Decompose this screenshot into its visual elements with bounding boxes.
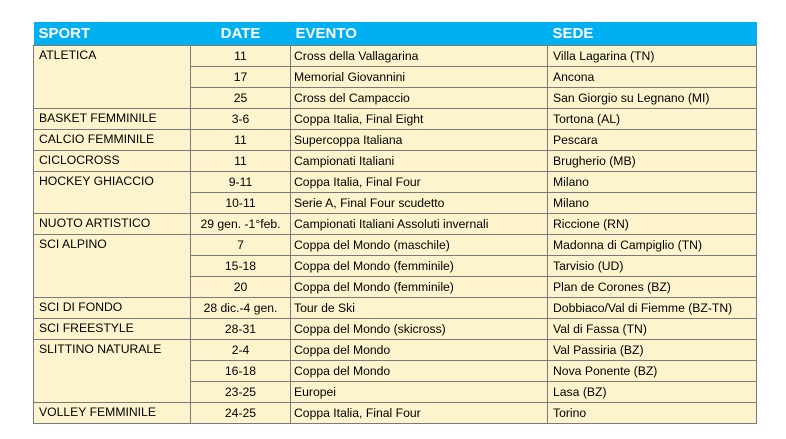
date-cell: 10-11: [191, 193, 291, 214]
date-cell: 2-4: [191, 340, 291, 361]
sede-cell: San Giorgio su Legnano (MI): [548, 88, 757, 109]
table-body: [34, 46, 757, 424]
date-cell: 7: [191, 235, 291, 256]
table-row: [34, 46, 757, 67]
sport-cell: CICLOCROSS: [34, 151, 191, 172]
evento-cell: Campionati Italiani: [291, 151, 548, 172]
date-cell: 28 dic.-4 gen.: [191, 298, 291, 319]
evento-cell: Cross del Campaccio: [291, 88, 548, 109]
table-row: [34, 214, 757, 235]
sport-cell: NUOTO ARTISTICO: [34, 214, 191, 235]
sport-cell: SCI DI FONDO: [34, 298, 191, 319]
header-date: DATE: [191, 22, 291, 46]
evento-cell: Europei: [291, 382, 548, 403]
date-cell: 11: [191, 151, 291, 172]
table-row: [34, 340, 757, 361]
date-cell: 15-18: [191, 256, 291, 277]
sede-cell: Tortona (AL): [548, 109, 757, 130]
header-evento: EVENTO: [291, 22, 548, 46]
sede-cell: Villa Lagarina (TN): [548, 46, 757, 67]
sede-cell: Plan de Corones (BZ): [548, 277, 757, 298]
sede-cell: Val Passiria (BZ): [548, 340, 757, 361]
date-cell: 17: [191, 67, 291, 88]
date-cell: 3-6: [191, 109, 291, 130]
sede-cell: Milano: [548, 172, 757, 193]
sport-cell: ATLETICA: [34, 46, 191, 109]
table-row: [34, 319, 757, 340]
sede-cell: Nova Ponente (BZ): [548, 361, 757, 382]
sport-cell: BASKET FEMMINILE: [34, 109, 191, 130]
date-cell: 9-11: [191, 172, 291, 193]
table-row: [34, 130, 757, 151]
table-row: [34, 235, 757, 256]
sede-cell: Pescara: [548, 130, 757, 151]
evento-cell: Serie A, Final Four scudetto: [291, 193, 548, 214]
evento-cell: Coppa del Mondo (skicross): [291, 319, 548, 340]
date-cell: 11: [191, 46, 291, 67]
sede-cell: Riccione (RN): [548, 214, 757, 235]
sede-cell: Milano: [548, 193, 757, 214]
sport-cell: HOCKEY GHIACCIO: [34, 172, 191, 214]
table-row: [34, 298, 757, 319]
table-row: [34, 151, 757, 172]
date-cell: 24-25: [191, 403, 291, 424]
sport-cell: SLITTINO NATURALE: [34, 340, 191, 403]
evento-cell: Supercoppa Italiana: [291, 130, 548, 151]
evento-cell: Coppa del Mondo (femminile): [291, 256, 548, 277]
evento-cell: Campionati Italiani Assoluti invernali: [291, 214, 548, 235]
table-row: [34, 109, 757, 130]
evento-cell: Tour de Ski: [291, 298, 548, 319]
header-row: [34, 22, 757, 46]
date-cell: 28-31: [191, 319, 291, 340]
evento-cell: Memorial Giovannini: [291, 67, 548, 88]
date-cell: 29 gen. -1°feb.: [191, 214, 291, 235]
sede-cell: Madonna di Campiglio (TN): [548, 235, 757, 256]
evento-cell: Coppa del Mondo: [291, 340, 548, 361]
evento-cell: Coppa del Mondo (femminile): [291, 277, 548, 298]
evento-cell: Cross della Vallagarina: [291, 46, 548, 67]
sport-cell: CALCIO FEMMINILE: [34, 130, 191, 151]
date-cell: 23-25: [191, 382, 291, 403]
sede-cell: Ancona: [548, 67, 757, 88]
date-cell: 16-18: [191, 361, 291, 382]
sede-cell: Val di Fassa (TN): [548, 319, 757, 340]
header-sede: SEDE: [548, 22, 757, 46]
events-table: [33, 22, 757, 424]
table-row: [34, 403, 757, 424]
sport-cell: VOLLEY FEMMINILE: [34, 403, 191, 424]
table-row: [34, 172, 757, 193]
sede-cell: Tarvisio (UD): [548, 256, 757, 277]
sede-cell: Dobbiaco/Val di Fiemme (BZ-TN): [548, 298, 757, 319]
evento-cell: Coppa Italia, Final Eight: [291, 109, 548, 130]
evento-cell: Coppa Italia, Final Four: [291, 172, 548, 193]
date-cell: 25: [191, 88, 291, 109]
sport-cell: SCI FREESTYLE: [34, 319, 191, 340]
evento-cell: Coppa Italia, Final Four: [291, 403, 548, 424]
sede-cell: Brugherio (MB): [548, 151, 757, 172]
date-cell: 11: [191, 130, 291, 151]
date-cell: 20: [191, 277, 291, 298]
sede-cell: Torino: [548, 403, 757, 424]
header-sport: SPORT: [34, 22, 191, 46]
sport-cell: SCI ALPINO: [34, 235, 191, 298]
evento-cell: Coppa del Mondo: [291, 361, 548, 382]
evento-cell: Coppa del Mondo (maschile): [291, 235, 548, 256]
sede-cell: Lasa (BZ): [548, 382, 757, 403]
